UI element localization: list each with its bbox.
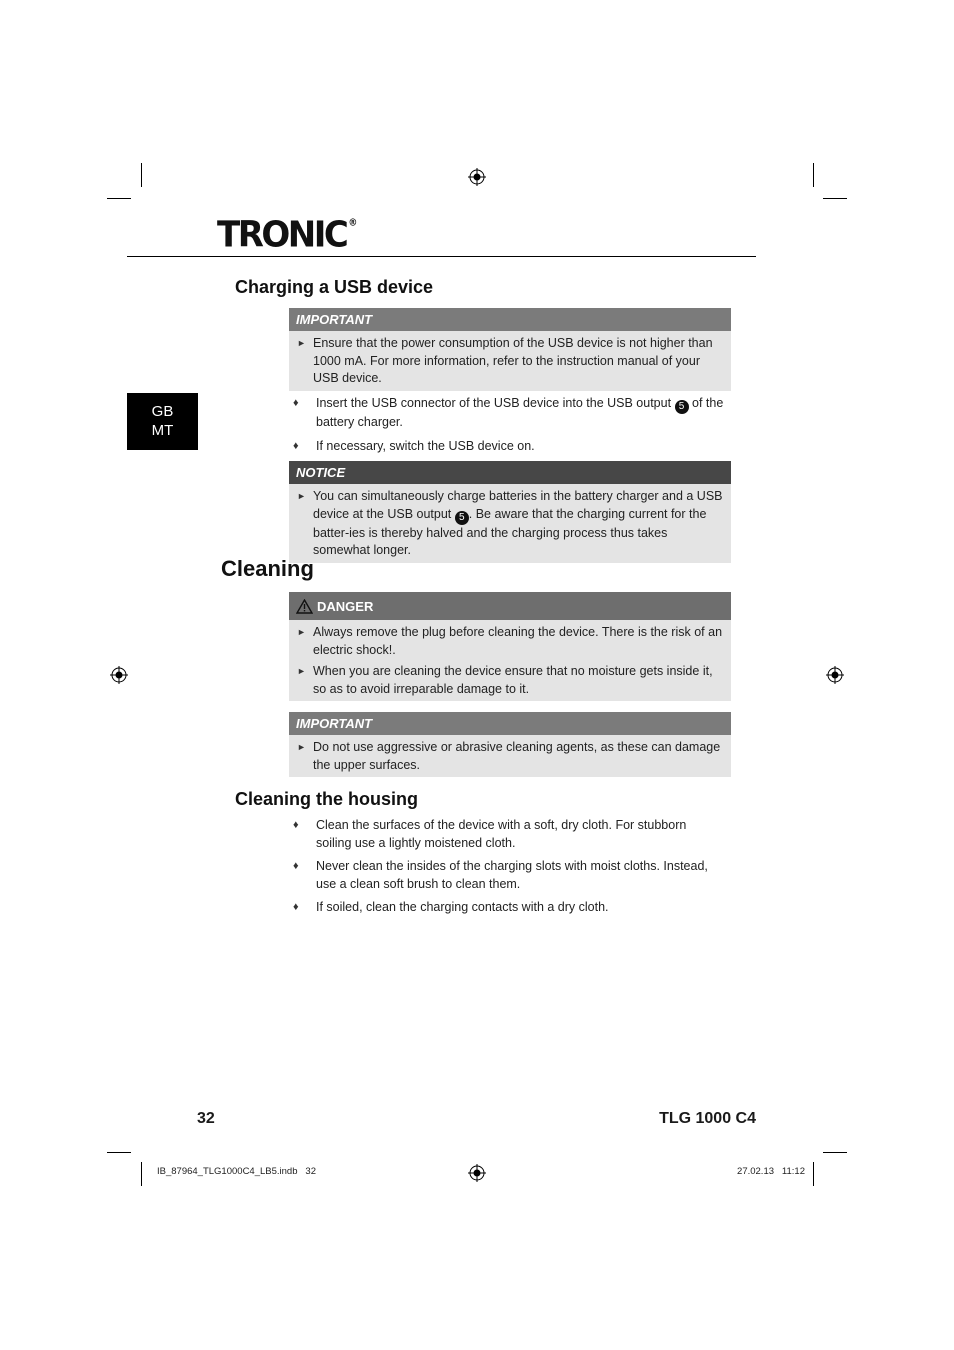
item-text-part: You can simultaneously charge batteries in the battery charger and a USB device at the USB output: [313, 489, 723, 521]
item-text: [316, 395, 725, 432]
brand-name: TRONIC: [217, 214, 347, 256]
section-title-housing: Cleaning the housing: [235, 789, 418, 809]
crop-mark: [813, 1162, 814, 1186]
list-item: [297, 488, 725, 560]
diamond-bullet-icon: ♦: [293, 819, 299, 831]
file-slug: IB_87964_TLG1000C4_LB5.indb 32: [157, 1166, 316, 1177]
item-text: Always remove the plug before cleaning the device. There is the risk of an electric shock!.: [313, 625, 723, 657]
language-code-mt: MT: [151, 422, 174, 439]
diamond-bullet-icon: ♦: [293, 860, 299, 872]
language-tab: [127, 393, 198, 450]
arrow-right-icon: ►: [297, 627, 306, 637]
item-text: When you are cleaning the device ensure that no moisture gets inside it, so as to avoid irreparable damage to it.: [313, 664, 713, 696]
warning-triangle-icon: [296, 599, 313, 614]
item-text-part: Insert the USB connector of the USB device into the USB output: [316, 396, 672, 410]
item-text: Clean the surfaces of the device with a soft, dry cloth. For stubborn soiling use a lightly moistened cloth.: [316, 818, 687, 850]
list-item: [293, 858, 725, 893]
item-text: Do not use aggressive or abrasive cleaning agents, as these can damage the upper surfaces.: [313, 740, 721, 772]
crop-mark: [141, 163, 142, 187]
section-title-cleaning: Cleaning: [221, 556, 314, 581]
notice-label: NOTICE: [289, 461, 731, 484]
notice-body: [289, 484, 731, 563]
arrow-right-icon: ►: [297, 338, 306, 348]
notice-box: [289, 461, 731, 563]
important-body: [289, 331, 731, 391]
list-item: [297, 663, 725, 698]
list-item: [297, 624, 725, 659]
danger-box: [289, 592, 731, 701]
registration-mark-icon: [468, 168, 486, 186]
registration-mark-icon: [468, 1164, 486, 1182]
arrow-right-icon: ►: [297, 742, 306, 752]
model-number: TLG 1000 C4: [659, 1110, 756, 1127]
important-body: [289, 735, 731, 777]
crop-mark: [107, 198, 131, 199]
item-text: If necessary, switch the USB device on.: [316, 438, 535, 453]
item-text: Never clean the insides of the charging slots with moist cloths. Instead, use a clean soft brush to clean them.: [316, 859, 708, 891]
crop-mark: [141, 1162, 142, 1186]
danger-label: DANGER: [317, 599, 374, 614]
list-item: [293, 899, 725, 917]
language-code-gb: GB: [151, 403, 174, 420]
list-item: [293, 395, 725, 432]
important-label: IMPORTANT: [289, 712, 731, 735]
instruction-list: [293, 817, 725, 923]
registration-mark-icon: [110, 666, 128, 684]
important-label: IMPORTANT: [289, 308, 731, 331]
list-item: [293, 817, 725, 852]
diamond-bullet-icon: ♦: [293, 397, 299, 409]
diamond-bullet-icon: ♦: [293, 901, 299, 913]
arrow-right-icon: ►: [297, 666, 306, 676]
crop-mark: [823, 1152, 847, 1153]
item-text: Ensure that the power consumption of the USB device is not higher than 1000 mA. For more information, refer to the instruction manual of your USB device.: [313, 336, 713, 385]
component-number-badge: 5: [675, 400, 689, 414]
item-text: [313, 488, 725, 560]
item-text-part: . Be aware that the charging current for the batter-ies is thereby halved and the charging process thus takes somewhat longer.: [313, 506, 707, 557]
trademark-symbol: ®: [348, 218, 358, 229]
instruction-list: [293, 395, 725, 461]
page-number: 32: [197, 1110, 215, 1127]
brand-logo: [217, 214, 358, 256]
list-item: [297, 335, 725, 388]
item-text: If soiled, clean the charging contacts with a dry cloth.: [316, 900, 609, 914]
arrow-right-icon: ►: [297, 491, 306, 501]
crop-mark: [823, 198, 847, 199]
list-item: [297, 739, 725, 774]
important-box: [289, 308, 731, 391]
header-rule: [127, 256, 756, 257]
section-title-charging: Charging a USB device: [235, 277, 434, 297]
danger-body: [289, 620, 731, 701]
crop-mark: [813, 163, 814, 187]
crop-mark: [107, 1152, 131, 1153]
important-box: [289, 712, 731, 777]
danger-header: [289, 592, 731, 620]
date-slug: 27.02.13 11:12: [737, 1166, 805, 1177]
item-text-part: of the battery charger.: [316, 396, 724, 429]
list-item: [293, 438, 725, 456]
registration-mark-icon: [826, 666, 844, 684]
diamond-bullet-icon: ♦: [293, 439, 299, 452]
component-number-badge: 5: [455, 511, 469, 525]
